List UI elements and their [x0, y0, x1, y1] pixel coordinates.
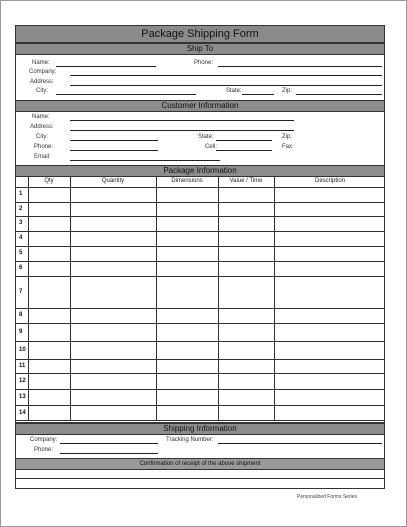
ship-to-city-label: City: — [36, 88, 48, 94]
table-cell[interactable] — [219, 360, 273, 372]
customer-address-field[interactable] — [70, 130, 294, 131]
shipping-header: Shipping Information — [16, 423, 384, 435]
row-number: 5 — [19, 250, 23, 256]
ship-to-address-label: Address: — [30, 79, 54, 85]
table-cell[interactable] — [275, 324, 385, 340]
table-cell[interactable] — [29, 277, 69, 307]
customer-name-field[interactable] — [70, 120, 294, 121]
table-cell[interactable] — [71, 374, 155, 388]
table-cell[interactable] — [29, 390, 69, 404]
customer-city-field[interactable] — [70, 140, 158, 141]
table-cell[interactable] — [219, 374, 273, 388]
row-number: 14 — [19, 410, 26, 416]
table-cell[interactable] — [71, 342, 155, 358]
shipping-phone-field[interactable] — [60, 453, 158, 454]
ship-to-company-field[interactable] — [70, 75, 382, 76]
customer-zip-label: Zip: — [282, 134, 293, 140]
column-header: Description — [314, 178, 345, 184]
table-cell[interactable] — [71, 360, 155, 372]
customer-fax-label: Fax: — [282, 144, 294, 150]
customer-phone-field[interactable] — [70, 150, 158, 151]
table-cell[interactable] — [219, 342, 273, 358]
table-cell[interactable] — [219, 390, 273, 404]
customer-state-field[interactable] — [216, 140, 272, 141]
ship-to-address-field[interactable] — [70, 85, 382, 86]
table-cell[interactable] — [219, 277, 273, 307]
row-number: 7 — [19, 288, 23, 295]
table-cell[interactable] — [275, 217, 385, 230]
ship-to-name-label: Name: — [32, 60, 50, 66]
table-cell[interactable] — [275, 277, 385, 307]
row-number: 10 — [19, 346, 26, 353]
table-cell[interactable] — [29, 262, 69, 275]
table-cell[interactable] — [71, 309, 155, 322]
table-cell[interactable] — [157, 188, 217, 201]
customer-email-field[interactable] — [70, 160, 220, 161]
table-cell[interactable] — [157, 309, 217, 322]
customer-phone-label: Phone: — [34, 144, 54, 150]
shipping-tracking-field[interactable] — [218, 443, 382, 444]
shipping-tracking-label: Tracking Number: — [166, 437, 214, 443]
table-cell[interactable] — [219, 406, 273, 421]
table-cell[interactable] — [275, 203, 385, 215]
table-cell[interactable] — [157, 342, 217, 358]
table-cell[interactable] — [157, 262, 217, 275]
table-column-divider — [156, 177, 157, 420]
row-number: 8 — [19, 312, 23, 318]
table-cell[interactable] — [157, 360, 217, 372]
column-header: Qty — [44, 178, 54, 184]
shipping-company-label: Company: — [30, 437, 58, 443]
ship-to-city-field[interactable] — [56, 94, 196, 95]
column-header: Dimensions — [171, 178, 203, 184]
footer-text: Personalized Forms Series — [297, 494, 358, 500]
table-cell[interactable] — [275, 309, 385, 322]
row-number: 13 — [19, 393, 26, 400]
row-number: 2 — [19, 205, 23, 212]
table-cell[interactable] — [157, 406, 217, 421]
customer-email-label: Email: — [34, 154, 51, 160]
shipping-company-field[interactable] — [60, 443, 158, 444]
table-cell[interactable] — [157, 247, 217, 260]
table-cell[interactable] — [275, 247, 385, 260]
ship-to-phone-label: Phone: — [194, 60, 214, 66]
table-cell[interactable] — [275, 342, 385, 358]
confirmation-line — [16, 478, 384, 479]
table-cell[interactable] — [29, 309, 69, 322]
table-column-divider — [274, 177, 275, 420]
table-cell[interactable] — [71, 188, 155, 201]
customer-name-label: Name: — [32, 114, 50, 120]
table-cell[interactable] — [29, 203, 69, 215]
table-cell[interactable] — [29, 188, 69, 201]
table-cell[interactable] — [275, 390, 385, 404]
table-cell[interactable] — [29, 247, 69, 260]
table-column-divider — [218, 177, 219, 420]
table-cell[interactable] — [71, 390, 155, 404]
table-cell[interactable] — [29, 360, 69, 372]
table-cell[interactable] — [219, 217, 273, 230]
table-cell[interactable] — [275, 360, 385, 372]
table-cell[interactable] — [157, 217, 217, 230]
table-cell[interactable] — [71, 406, 155, 421]
table-cell[interactable] — [219, 262, 273, 275]
table-cell[interactable] — [275, 374, 385, 388]
row-number: 9 — [19, 328, 23, 335]
table-cell[interactable] — [275, 232, 385, 245]
row-number: 12 — [19, 377, 26, 384]
ship-to-zip-field[interactable] — [296, 94, 382, 95]
customer-cell-field[interactable] — [216, 150, 272, 151]
table-cell[interactable] — [157, 390, 217, 404]
column-header: Value / Time — [229, 178, 263, 184]
row-number: 6 — [19, 265, 23, 271]
table-cell[interactable] — [29, 217, 69, 230]
customer-city-label: City: — [36, 134, 48, 140]
column-header: Quantity — [101, 178, 125, 184]
row-number: 1 — [19, 191, 23, 197]
table-row-divider — [16, 420, 384, 421]
table-cell[interactable] — [157, 203, 217, 215]
shipping-form — [15, 25, 385, 489]
customer-address-label: Address: — [30, 124, 54, 130]
customer-state-label: State: — [198, 134, 214, 140]
table-column-divider — [70, 177, 71, 420]
table-cell[interactable] — [71, 324, 155, 340]
table-cell[interactable] — [219, 247, 273, 260]
ship-to-name-field[interactable] — [56, 66, 156, 67]
customer-header: Customer Information — [16, 100, 384, 112]
table-cell[interactable] — [71, 277, 155, 307]
table-cell[interactable] — [71, 232, 155, 245]
table-cell[interactable] — [71, 217, 155, 230]
table-cell[interactable] — [275, 188, 385, 201]
table-cell[interactable] — [71, 247, 155, 260]
table-cell[interactable] — [29, 374, 69, 388]
package-header: Package Information — [16, 165, 384, 177]
table-cell[interactable] — [157, 324, 217, 340]
package-table — [16, 177, 384, 420]
table-cell[interactable] — [71, 262, 155, 275]
table-column-divider — [28, 177, 29, 420]
table-cell[interactable] — [219, 188, 273, 201]
table-cell[interactable] — [71, 203, 155, 215]
table-cell[interactable] — [29, 342, 69, 358]
form-title: Package Shipping Form — [16, 26, 384, 43]
table-cell[interactable] — [29, 406, 69, 421]
table-cell[interactable] — [157, 232, 217, 245]
table-cell[interactable] — [275, 406, 385, 421]
table-cell[interactable] — [219, 203, 273, 215]
shipping-phone-label: Phone: — [34, 447, 54, 453]
table-cell[interactable] — [219, 309, 273, 322]
row-number: 4 — [19, 235, 23, 241]
table-cell[interactable] — [29, 232, 69, 245]
table-cell[interactable] — [219, 232, 273, 245]
row-number: 3 — [19, 220, 23, 226]
table-cell[interactable] — [275, 262, 385, 275]
table-cell[interactable] — [157, 374, 217, 388]
table-cell[interactable] — [219, 324, 273, 340]
row-number: 11 — [19, 362, 26, 369]
ship-to-state-label: State: — [226, 88, 242, 94]
customer-cell-label: Cell: — [205, 144, 218, 150]
ship-to-company-label: Company: — [29, 69, 57, 75]
table-cell[interactable] — [29, 324, 69, 340]
confirmation-header: Confirmation of receipt of the above shipment — [16, 458, 384, 470]
ship-to-phone-field[interactable] — [218, 66, 382, 67]
ship-to-zip-label: Zip: — [282, 88, 293, 94]
ship-to-header: Ship To — [16, 43, 384, 55]
table-cell[interactable] — [157, 277, 217, 307]
ship-to-state-field[interactable] — [242, 94, 274, 95]
